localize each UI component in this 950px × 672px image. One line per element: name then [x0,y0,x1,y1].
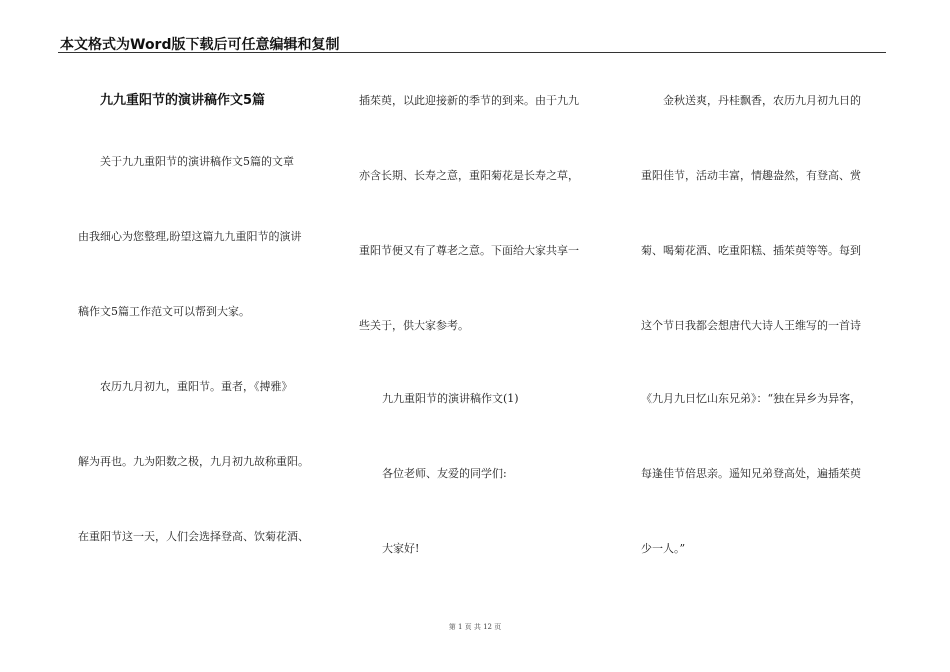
greeting-line: 大家好! [382,542,420,555]
salutation-line: 各位老师、友爱的同学们: [382,467,507,480]
poem-line: 《九月九日忆山东兄弟》：“独在异乡为异客， [641,392,862,405]
paragraph-line: 农历九月初九，重阳节。重者，《搏雅》 [100,380,293,393]
paragraph-line: 重阳节便又有了尊老之意。下面给大家共享一 [359,244,579,257]
poem-line: 少一人。” [641,542,686,555]
paragraph-line: 这个节日我都会想唐代大诗人王维写的一首诗 [641,319,861,332]
paragraph-line: 由我细心为您整理,盼望这篇九九重阳节的演讲 [78,230,302,243]
poem-line: 每逢佳节倍思亲。遥知兄弟登高处，遍插茱萸 [641,467,861,480]
paragraph-line: 稿作文5篇工作范文可以帮到大家。 [78,305,250,318]
paragraph-line: 亦含长期、长寿之意，重阳菊花是长寿之草， [359,169,579,182]
paragraph-line: 菊、喝菊花酒、吃重阳糕、插茱萸等等。每到 [641,244,861,257]
document-header-title: 本文格式为Word版下载后可任意编辑和复制 [60,37,340,53]
paragraph-line: 在重阳节这一天，人们会选择登高、饮菊花酒、 [78,530,309,543]
section-heading: 九九重阳节的演讲稿作文(1) [382,392,519,405]
paragraph-line: 些关于，供大家参考。 [359,319,469,332]
header-divider [58,52,886,53]
paragraph-line: 关于九九重阳节的演讲稿作文5篇的文章 [100,155,294,168]
article-title: 九九重阳节的演讲稿作文5篇 [100,93,266,108]
paragraph-line: 插茱萸，以此迎接新的季节的到来。由于九九 [359,94,579,107]
paragraph-line: 金秋送爽，丹桂飘香，农历九月初九日的 [663,94,861,107]
paragraph-line: 重阳佳节，活动丰富，情趣盎然，有登高、赏 [641,169,861,182]
page-number: 第 1 页 共 12 页 [448,623,502,631]
paragraph-line: 解为再也。九为阳数之极，九月初九故称重阳。 [78,455,309,468]
